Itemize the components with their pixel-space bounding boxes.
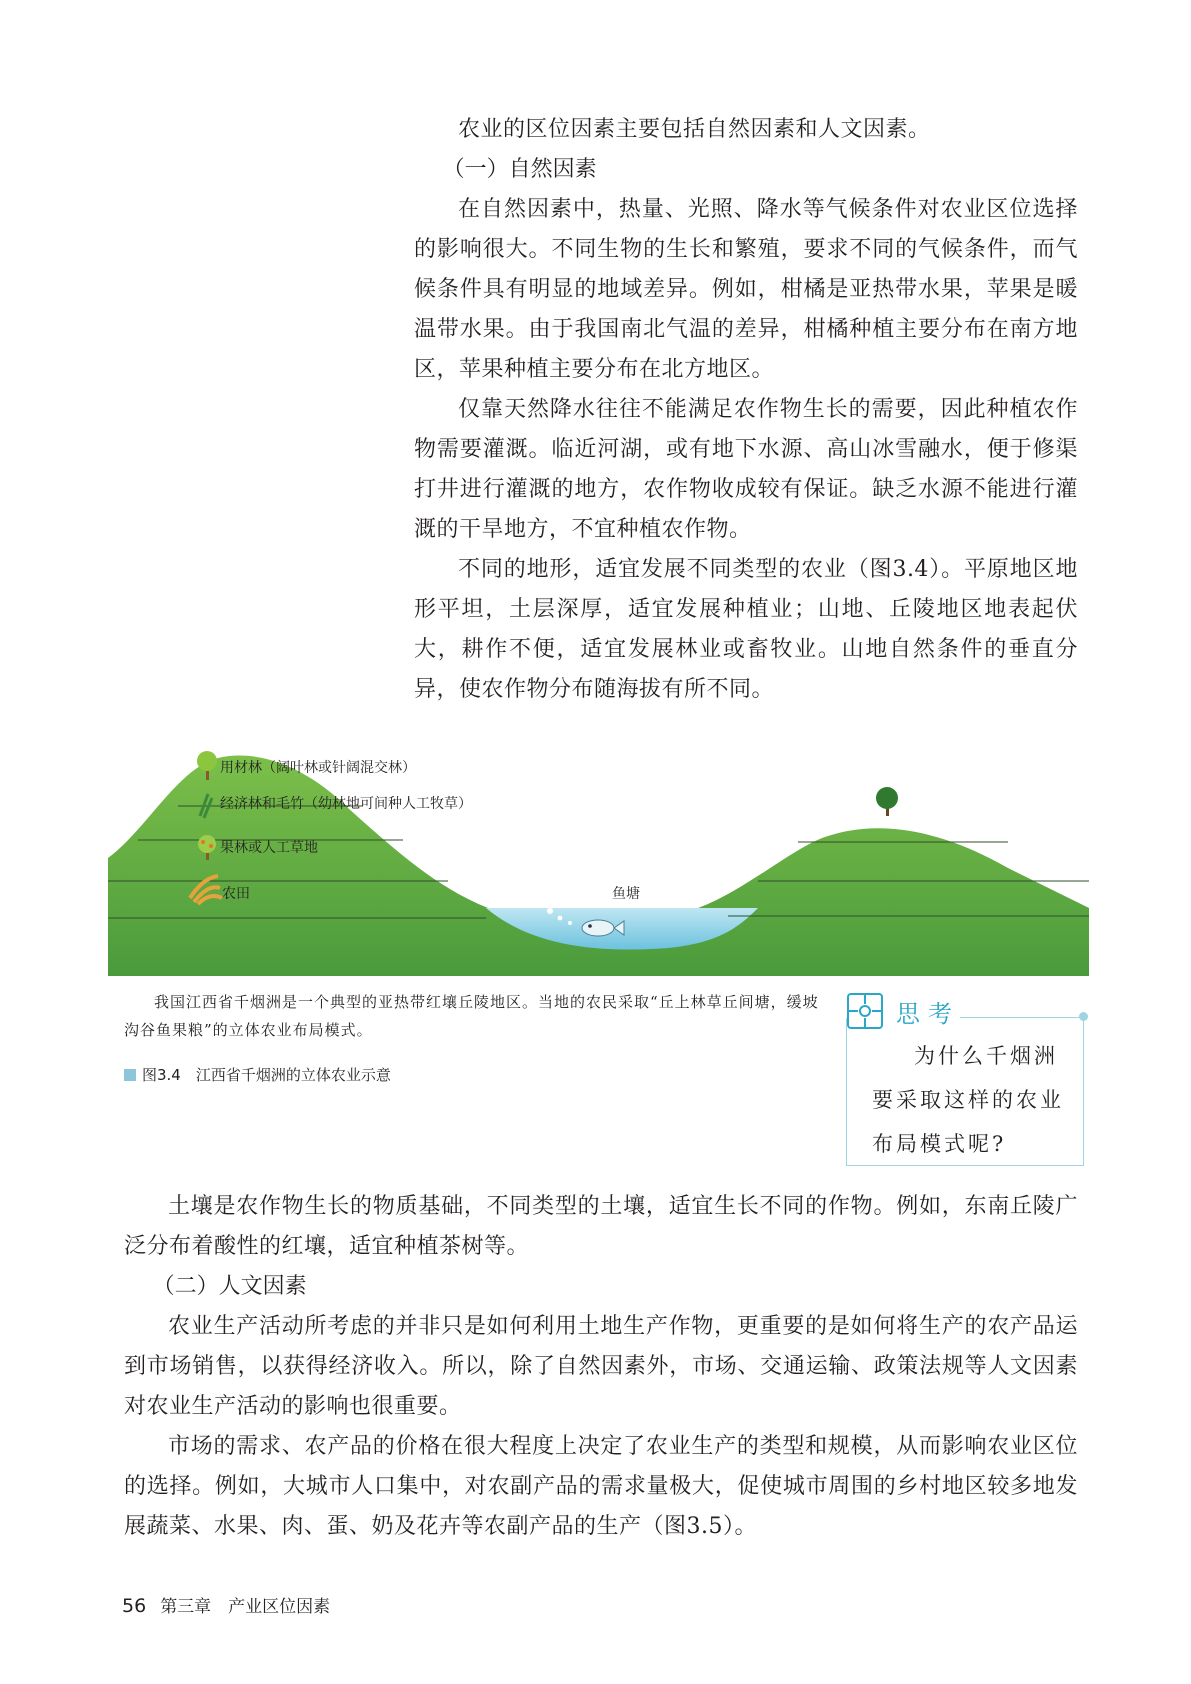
top-text-column [414, 110, 1078, 710]
chapter-title: 第三章 产业区位因素 [160, 1597, 331, 1617]
paragraph-soil: 土壤是农作物生长的物质基础，不同类型的土壤，适宜生长不同的作物。例如，东南丘陵广泛分布着酸性的红壤，适宜种植茶树等。 [124, 1194, 1078, 1259]
think-title: 思考 [896, 1000, 960, 1028]
think-box-dot [1079, 1012, 1088, 1021]
figure-illustration [108, 748, 1089, 976]
caption-label-text: 图3.4 江西省千烟洲的立体农业示意 [142, 1066, 391, 1084]
section2-heading: （二）人文因素 [152, 1274, 307, 1299]
figure-caption-text: 我国江西省千烟洲是一个典型的亚热带红壤丘陵地区。当地的农民采取“丘上林草丘间塘，缓坡沟谷鱼果粮”的立体农业布局模式。 [124, 993, 819, 1039]
think-puzzle-icon [844, 990, 886, 1032]
page-footer [122, 1592, 330, 1617]
label-farmland: 农田 [222, 886, 250, 902]
paragraph-terrain: 不同的地形，适宜发展不同类型的农业（图3.4）。平原地区地形平坦，土层深厚，适宜发展种植业；山地、丘陵地区地表起伏大，耕作不便，适宜发展林业或畜牧业。山地自然条件的垂直分异，使农作物分布随海拔有所不同。 [414, 557, 1078, 702]
label-timber-forest: 用材林（阔叶林或针阔混交林） [220, 760, 416, 776]
label-orchard: 果林或人工草地 [220, 840, 318, 856]
lower-text-column [124, 1187, 1078, 1547]
label-fish-pond: 鱼塘 [612, 886, 640, 902]
think-box-topline [960, 1017, 1084, 1018]
paragraph-market: 市场的需求、农产品的价格在很大程度上决定了农业生产的类型和规模，从而影响农业区位的选择。例如，大城市人口集中，对农副产品的需求量极大，促使城市周围的乡村地区较多地发展蔬菜、水果、肉、蛋、奶及花卉等农副产品的生产（图3.5）。 [124, 1434, 1078, 1539]
figure-caption-label [124, 1064, 391, 1085]
think-question: 为什么千烟洲要采取这样的农业布局模式呢? [872, 1044, 1064, 1156]
page-number: 56 [122, 1595, 147, 1617]
paragraph-human-factors: 农业生产活动所考虑的并非只是如何利用土地生产作物，更重要的是如何将生产的农产品运到市场销售，以获得经济收入。所以，除了自然因素外，市场、交通运输、政策法规等人文因素对农业生产活动的影响也很重要。 [124, 1314, 1078, 1419]
paragraph-irrigation: 仅靠天然降水往往不能满足农作物生长的需要，因此种植农作物需要灌溉。临近河湖，或有地下水源、高山冰雪融水，便于修渠打井进行灌溉的地方，农作物收成较有保证。缺乏水源不能进行灌溉的干旱地方，不宜种植农作物。 [414, 397, 1078, 542]
label-economic-forest: 经济林和毛竹（幼林地可间种人工牧草） [220, 796, 472, 812]
caption-marker-icon [124, 1069, 136, 1081]
paragraph-climate: 在自然因素中，热量、光照、降水等气候条件对农业区位选择的影响很大。不同生物的生长和繁殖，要求不同的气候条件，而气候条件具有明显的地域差异。例如，柑橘是亚热带水果，苹果是暖温带水果。由于我国南北气温的差异，柑橘种植主要分布在南方地区，苹果种植主要分布在北方地区。 [414, 197, 1078, 382]
section1-heading: （一）自然因素 [442, 157, 597, 182]
intro-paragraph: 农业的区位因素主要包括自然因素和人文因素。 [458, 117, 931, 142]
hill-tree-icon [876, 787, 898, 816]
